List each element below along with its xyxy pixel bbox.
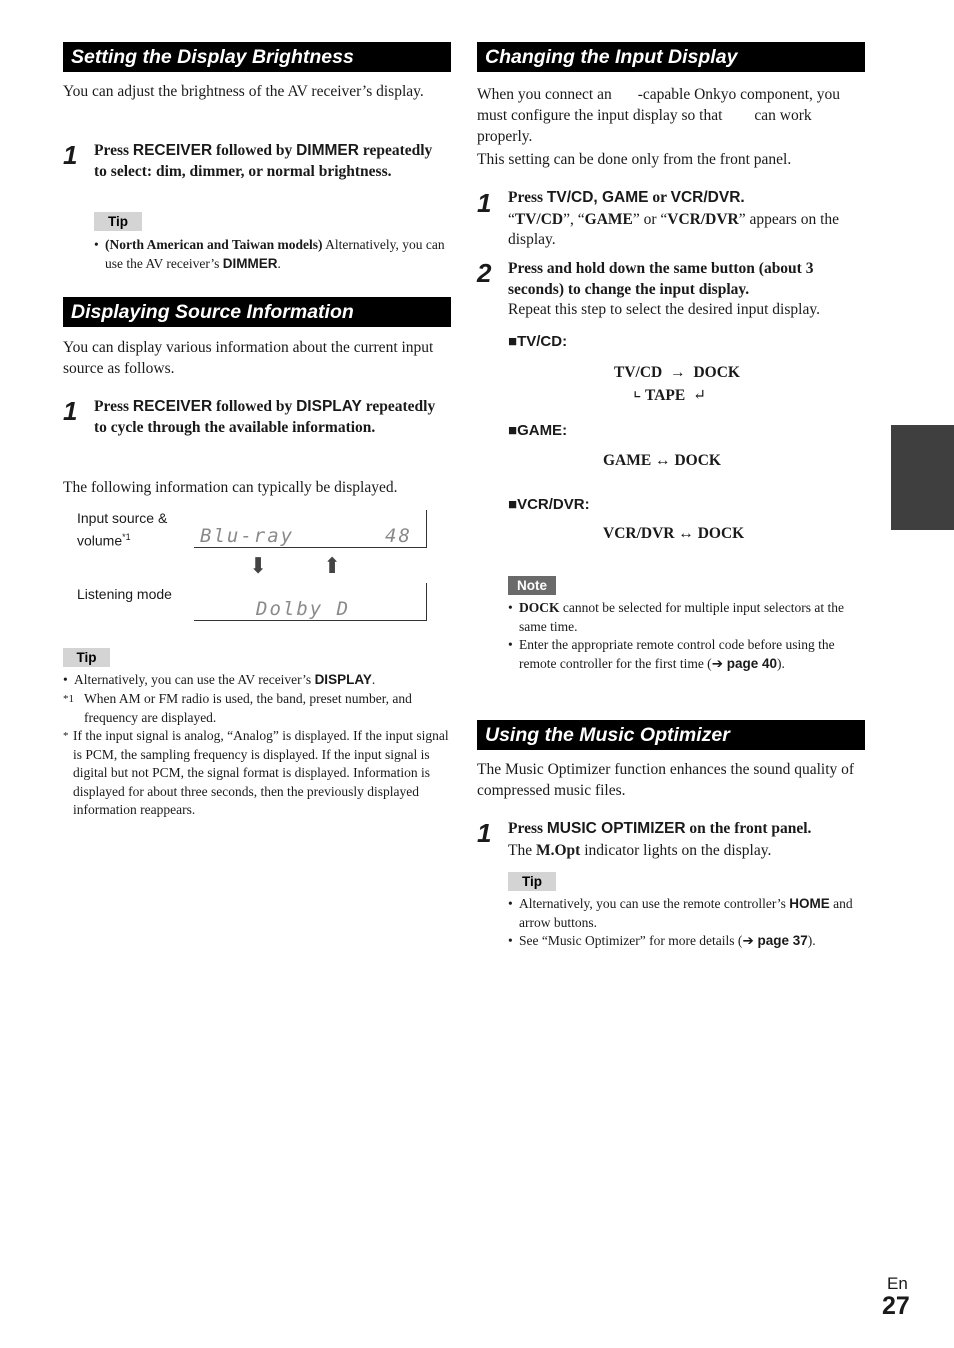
sub-bold: M.Opt [535, 842, 581, 859]
lcd-source: Blu-ray [200, 525, 295, 547]
step-number: 1 [477, 188, 492, 218]
footnote-mark: * [63, 730, 69, 742]
footnote-text: If the input signal is analog, “Analog” is displayed. If the input signal is PCM, the sampling frequency is displayed. If the input signal is digital but not PCM, the signal format is displayed. Information is displayed for about three seconds, then the previously displayed information reappears. [73, 728, 449, 818]
input-display-step-2: Press and hold down the same button (about 3 seconds) to change the input display. [508, 260, 814, 298]
step-number: 1 [63, 396, 78, 426]
home-key: HOME [789, 896, 830, 911]
flow-item: DOCK [693, 364, 740, 381]
sub-text: The [508, 842, 536, 859]
footnote-ref: *1 [122, 532, 131, 542]
chapter-side-tab [891, 425, 954, 530]
tvcd-flow-return [633, 380, 707, 406]
corner-arrow-icon: ⌞ [633, 380, 642, 400]
source-info-intro: You can display various information about the current input source as follows. [63, 339, 434, 377]
tip-plain: Alternatively, you can use the AV receiver’s [74, 672, 315, 687]
diagram-label-input [77, 509, 167, 551]
vcr-flow: VCR/DVR ↔ DOCK [603, 525, 745, 542]
tip-plain: and arrow buttons. [519, 896, 853, 930]
note-badge: Note [508, 576, 556, 595]
lcd-listening-mode: Dolby D [256, 598, 351, 620]
lcd-volume: 48 [385, 525, 412, 547]
flow-item: TAPE [645, 387, 686, 404]
arrow-right-icon: ➔ [711, 655, 723, 671]
tip-plain: ). [807, 933, 816, 948]
bullet: • [508, 933, 513, 948]
heading-text: VCR/DVR: [517, 496, 590, 513]
tip-text [519, 895, 865, 932]
step-text: repeatedly to select: dim, dimmer, or normal brightness. [94, 142, 433, 180]
bullet: • [94, 237, 99, 252]
input-display-step-1-sub [508, 210, 863, 250]
step-text: repeatedly to cycle through the available information. [94, 398, 436, 436]
note-plain: ). [777, 655, 785, 671]
section-title-source-info: Displaying Source Information [63, 297, 451, 327]
return-arrow-icon: ↵ [693, 387, 707, 404]
step-number: 2 [477, 258, 492, 288]
music-optimizer-intro: The Music Optimizer function enhances the sound quality of compressed music files. [477, 761, 855, 799]
intro-text: can work properly. [477, 107, 812, 145]
tip-text [105, 236, 445, 273]
page-link[interactable]: page 40 [723, 655, 778, 671]
page-link[interactable]: page 37 [753, 933, 808, 948]
brightness-step-1 [94, 140, 439, 182]
step-number: 1 [477, 818, 492, 848]
source-info-step-1 [94, 396, 439, 438]
input-display-intro [477, 84, 865, 147]
sub-text: ” appears on the display. [508, 211, 840, 248]
section-title-input-display: Changing the Input Display [477, 42, 865, 72]
music-optimizer-key: MUSIC OPTIMIZER [546, 820, 686, 837]
section-title-brightness: Setting the Display Brightness [63, 42, 451, 72]
arrow-up-icon: ⬆ [323, 553, 342, 578]
vcr-key: VCR/DVR. [670, 189, 745, 206]
input-display-step-1 [508, 187, 853, 208]
step-text: on the front panel. [685, 820, 812, 837]
input-display-step-2-sub: Repeat this step to select the desired input display. [508, 301, 820, 318]
sub-text: ” or “ [632, 211, 668, 228]
tip-badge: Tip [94, 212, 142, 231]
note-text [519, 636, 865, 673]
label-text: volume [77, 532, 123, 549]
bullet: • [63, 672, 68, 687]
footnote-mark: *1 [63, 693, 74, 705]
note-bold: DOCK [519, 600, 560, 615]
dimmer-key: DIMMER [222, 255, 278, 271]
step-text: Press [94, 142, 133, 159]
music-optimizer-step-1 [508, 818, 853, 839]
step-text: Press [508, 820, 547, 837]
sub-text: “ [508, 211, 515, 228]
flow-item: TV/CD [614, 364, 663, 381]
arrow-right-icon: ➔ [742, 933, 754, 948]
intro-text: When you connect an [477, 86, 612, 103]
bullet: • [508, 637, 513, 652]
step-number: 1 [63, 140, 78, 170]
tvcd-heading [508, 332, 567, 352]
square-bullet: ■ [508, 496, 518, 513]
page-number: 27 [882, 1292, 910, 1320]
display-key: DISPLAY [314, 672, 372, 687]
square-bullet: ■ [508, 422, 518, 439]
tip-plain: . [277, 255, 281, 271]
step-text: Press [508, 189, 547, 206]
tip-plain: Alternatively, you can use the remote controller’s [519, 896, 790, 911]
sub-bold: TV/CD [514, 211, 564, 228]
tip-plain: See “Music Optimizer” for more details ( [519, 933, 743, 948]
bullet: • [508, 896, 513, 911]
note-text [519, 599, 865, 636]
display-diagram [63, 505, 451, 630]
receiver-key: RECEIVER [132, 142, 213, 159]
tip-badge: Tip [63, 648, 110, 667]
sub-bold: GAME [584, 211, 633, 228]
bullet: • [508, 600, 513, 615]
diagram-label-mode: Listening mode [77, 586, 172, 602]
step-text: or [648, 189, 671, 206]
tip-plain: . [371, 672, 376, 687]
game-heading [508, 421, 567, 441]
sub-text: ”, “ [563, 211, 585, 228]
label-text: Input source & [77, 510, 168, 526]
receiver-key: RECEIVER [132, 398, 213, 415]
music-optimizer-step-1-sub [508, 841, 863, 861]
language-label: En [887, 1274, 908, 1293]
arrow-right-icon: → [670, 364, 686, 381]
square-bullet: ■ [508, 333, 518, 350]
brightness-intro: You can adjust the brightness of the AV receiver’s display. [63, 83, 424, 100]
arrow-down-icon: ⬇ [249, 553, 268, 578]
tip-plain: Alternatively, you can use the AV receiver’s [105, 237, 445, 271]
tip-text [74, 671, 450, 690]
sub-bold: VCR/DVR [667, 211, 739, 228]
game-flow: GAME ↔ DOCK [603, 452, 721, 469]
sub-text: indicator lights on the display. [580, 842, 772, 859]
display-key: DISPLAY [296, 398, 362, 415]
dimmer-key: DIMMER [296, 142, 359, 159]
footnote-text: When AM or FM radio is used, the band, preset number, and frequency are displayed. [84, 691, 412, 725]
tip-text [519, 932, 865, 951]
following-info: The following information can typically be displayed. [63, 479, 398, 496]
step-text: followed by [212, 398, 297, 415]
intro-text: -capable Onkyo component, you must configure the input display so that [477, 86, 841, 124]
heading-text: TV/CD: [517, 333, 568, 350]
tip-badge: Tip [508, 872, 556, 891]
input-display-note: This setting can be done only from the front panel. [477, 151, 792, 168]
step-text: Press [94, 398, 133, 415]
tip-bold: (North American and Taiwan models) [105, 237, 323, 252]
heading-text: GAME: [517, 422, 568, 439]
note-plain: cannot be selected for multiple input selectors at the same time. [519, 600, 845, 634]
vcr-heading [508, 495, 590, 515]
note-plain: Enter the appropriate remote control code before using the remote controller for the first time ( [519, 637, 835, 671]
input-keys: TV/CD, GAME [546, 189, 649, 206]
step-text: followed by [212, 142, 297, 159]
section-title-music-optimizer: Using the Music Optimizer [477, 720, 865, 750]
